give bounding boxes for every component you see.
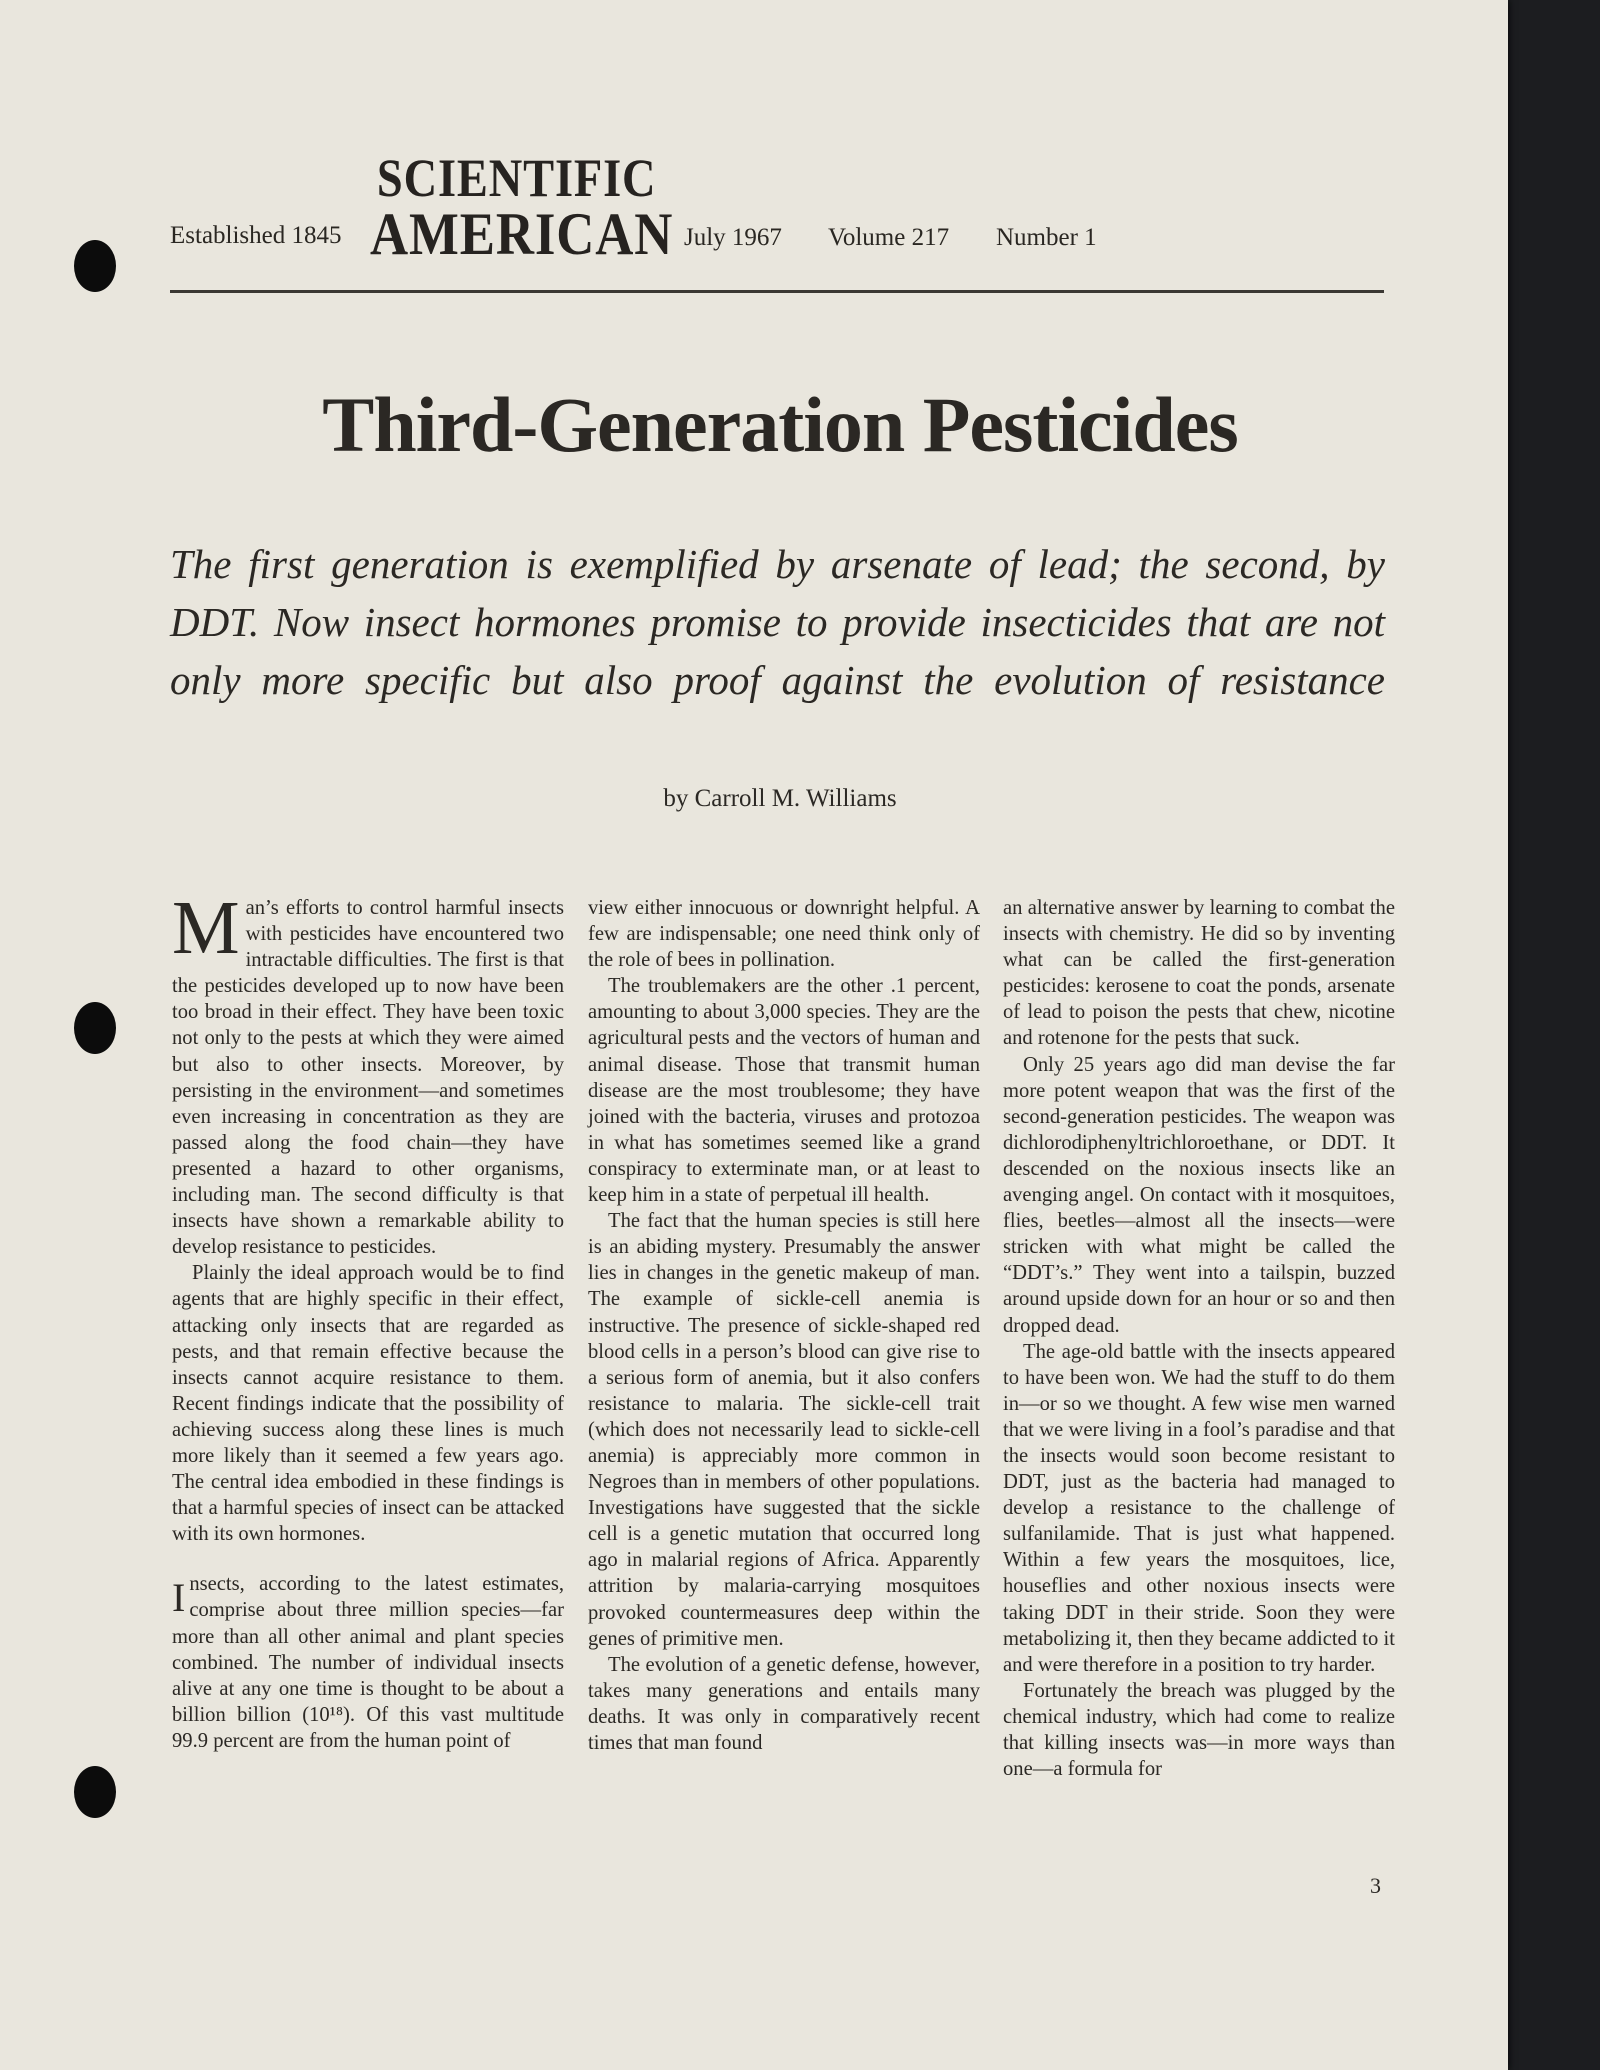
paragraph: Plainly the ideal approach would be to find agents that are highly specific in their effect, attacking only insects that are regarded as pests, and that remain effective because the insects cannot acquire resistance to them. Recent findings indicate that the possibility of achieving success along these lines is much more likely than it seemed a few years ago. The central idea embodied in these findings is that a harmful species of insect can be attacked with its own hormones. (172, 1262, 564, 1546)
logo-line-2: AMERICAN (370, 201, 674, 267)
issue-volume: Volume 217 (828, 224, 950, 251)
text-column-2 (588, 895, 980, 1895)
paragraph: Only 25 years ago did man devise the far more potent weapon that was the first of the second-generation pesticides. The weapon was dichlorodiphenyltrichloroethane, or DDT. It descended on the noxious insects like an avenging angel. On contact with it mosquitoes, flies, beetles—almost all the insects—were stricken with what might be called the “DDT’s.” They went into a tailspin, buzzed around upside down for an hour or so and then dropped dead. (1003, 1053, 1395, 1337)
logo-line-1: SCIENTIFIC (376, 148, 657, 208)
article-byline: by Carroll M. Williams (663, 785, 897, 812)
punch-hole (74, 1002, 116, 1054)
paragraph-text: nsects, according to the latest estimates, comprise about three million species—far more than all other animal and plant species combined. The number of individual insects alive at any one time is thought to be about a billion billion (10¹⁸). Of this vast multitude 99.9 percent are from the human point of (172, 1573, 564, 1752)
article-deck: The first generation is exemplified by arsenate of lead; the second, by DDT. Now insect hormones promise to provide insecticides that are not only more specific but also proof against the evolution of resistance (170, 541, 1385, 703)
page-number: 3 (1370, 1873, 1381, 1898)
paragraph (172, 1571, 564, 1754)
magazine-logo (370, 148, 715, 267)
article-title: Third-Generation Pesticides (322, 381, 1238, 468)
paragraph: view either innocuous or downright helpful. A few are indispensable; one need think only of the role of bees in pollination. (588, 897, 980, 972)
punch-hole (74, 240, 116, 292)
issue-date: July 1967 (684, 224, 782, 251)
paragraph: The age-old battle with the insects appeared to have been won. We had the stuff to do them in—or so we thought. A few wise men warned that we were living in a fool’s paradise and that the insects would soon become resistant to DDT, just as the bacteria had managed to develop a resistance to the challenge of sulfanilamide. That is just what happened. Within a few years the mosquitoes, lice, houseflies and other noxious insects were taking DDT in their stride. Soon they were metabolizing it, then they became addicted to it and were therefore in a position to try harder. (1003, 1340, 1395, 1676)
text-column-1 (172, 886, 564, 1895)
paragraph: The troublemakers are the other .1 percent, amounting to about 3,000 species. They are the agricultural pests and the vectors of human and animal disease. Those that transmit human disease are the most troublesome; they have joined with the bacteria, viruses and protozoa in what has sometimes seemed like a grand conspiracy to exterminate man, or at least to keep him in a state of perpetual ill health. (588, 975, 980, 1207)
paragraph: Fortunately the breach was plugged by the chemical industry, which had come to realize that killing insects was—in more ways than one—a formula for (1003, 1679, 1395, 1781)
text-column-3 (1003, 895, 1395, 1895)
established-text: Established 1845 (170, 222, 342, 249)
paragraph: The fact that the human species is still here is an abiding mystery. Presumably the answer lies in changes in the genetic makeup of man. The example of sickle-cell anemia is instructive. The presence of sickle-shaped red blood cells in a person’s blood can give rise to a serious form of anemia, but it also confers resistance to malaria. The sickle-cell trait (which does not necessarily lead to sickle-cell anemia) is appreciably more common in Negroes than in members of other populations. Investigations have suggested that the sickle cell is a genetic mutation that occurred long ago in malarial regions of Africa. Apparently attrition by malaria-carrying mosquitoes provoked countermeasures deep within the genes of primitive men. (588, 1210, 980, 1650)
paragraph-text: an’s efforts to control harmful insects with pesticides have encountered two intractable difficulties. The first is that the pesticides developed up to now have been too broad in their effect. They have been toxic not only to the pests at which they were aimed but also to other insects. Moreover, by persisting in the environment—and sometimes even increasing in concentration as they are passed along the food chain—they have presented a hazard to other organisms, including man. The second difficulty is that insects have shown a remarkable ability to develop resistance to pesticides. (172, 897, 564, 1259)
paragraph: an alternative answer by learning to combat the insects with chemistry. He did so by inventing what can be called the first-generation pesticides: kerosene to coat the ponds, arsenate of lead to poison the pests that chew, nicotine and rotenone for the pests that suck. (1003, 897, 1395, 1050)
masthead-rule (170, 290, 1384, 293)
section-initial: I (172, 1575, 186, 1621)
issue-number: Number 1 (996, 224, 1097, 251)
paragraph: The evolution of a genetic defense, however, takes many generations and entails many deaths. It was only in comparatively recent times that man found (588, 1653, 980, 1754)
paragraph (172, 886, 564, 1260)
drop-cap: M (172, 886, 240, 970)
punch-hole (74, 1766, 116, 1818)
masthead (170, 150, 1380, 270)
